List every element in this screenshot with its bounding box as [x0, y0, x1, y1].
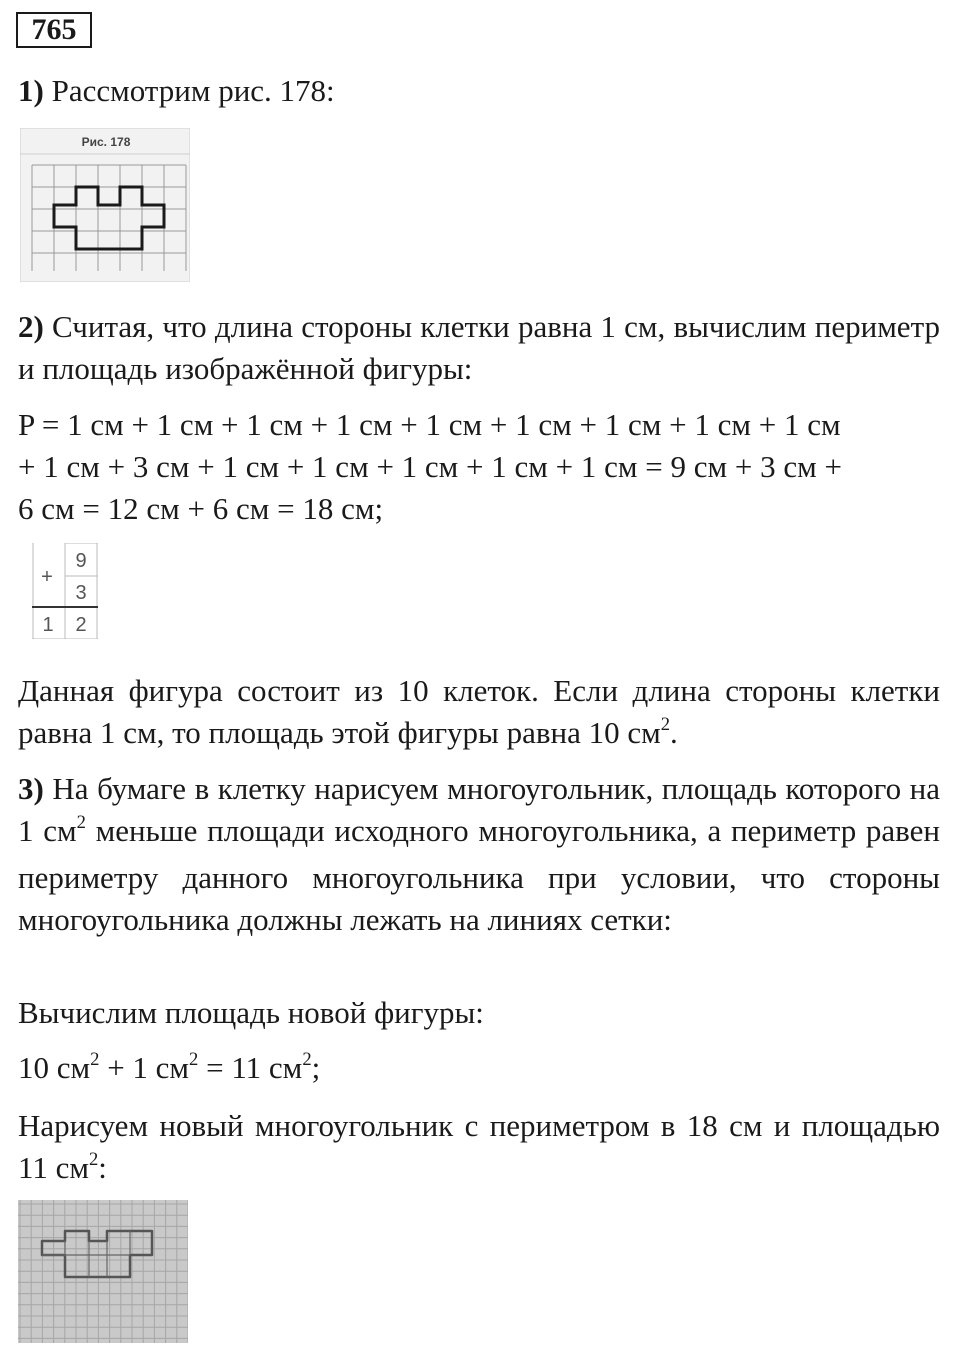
perimeter-line-2: + 1 см + 3 см + 1 см + 1 см + 1 см + 1 см + 1 см = 9 см + 3 см + — [18, 449, 842, 484]
final-paragraph — [18, 1105, 940, 1194]
area-sup: 2 — [660, 713, 671, 735]
step-3 — [18, 768, 940, 941]
calc-heading: Вычислим площадь новой фигуры: — [18, 995, 484, 1030]
sum-ones: 2 — [75, 614, 87, 636]
final-end: : — [98, 1150, 107, 1185]
perimeter-line-3: 6 см = 12 см + 6 см = 18 см; — [18, 491, 384, 526]
final-sup: 2 — [88, 1148, 99, 1170]
step-1-text: Рассмотрим рис. 178: — [43, 73, 335, 108]
step-1-label: 1) — [18, 73, 44, 108]
hand-drawn-polygon — [18, 1200, 188, 1343]
calc-plus: + 1 см — [99, 1050, 190, 1085]
plus-sign: + — [41, 566, 53, 588]
addend-2: 3 — [75, 582, 87, 604]
calc-a: 10 см — [18, 1050, 91, 1085]
column-addition — [32, 543, 98, 639]
addend-1: 9 — [75, 550, 87, 572]
final-text: Нарисуем новый многоугольник с периметром в 18 см и площадью 11 см — [18, 1108, 940, 1185]
step-2-label: 2) — [18, 309, 44, 344]
calc-line — [18, 1047, 940, 1094]
calc-eq: = 11 см — [198, 1050, 303, 1085]
step-3-label: 3) — [18, 771, 44, 806]
perimeter-line-1: P = 1 см + 1 см + 1 см + 1 см + 1 см + 1 см + 1 см + 1 см + 1 см — [18, 407, 841, 442]
calc-sup-1: 2 — [90, 1048, 100, 1070]
figure-178-caption: Рис. 178 — [81, 135, 131, 149]
step-3-text-b: меньше площади исходного многоугольника, а периметр равен периметру данного многоугольника при условии, что стороны многоугольника должны лежать на линиях сетки: — [18, 813, 940, 937]
step-3-sup: 2 — [76, 811, 86, 833]
sum-tens: 1 — [42, 614, 54, 636]
area-end: . — [670, 715, 678, 750]
area-text: Данная фигура состоит из 10 клеток. Если длина стороны клетки равна 1 см, то площадь этой фигуры равна 10 см — [18, 673, 940, 750]
step-2 — [18, 306, 940, 390]
task-number: 765 — [16, 12, 92, 48]
area-paragraph — [18, 670, 940, 759]
figure-178 — [20, 128, 190, 282]
step-2-text: Считая, что длина стороны клетки равна 1 см, вычислим периметр и площадь изображённой фигуры: — [18, 309, 940, 386]
step-1 — [18, 70, 940, 112]
calc-end: ; — [311, 1050, 321, 1085]
calc-sup-2: 2 — [189, 1048, 199, 1070]
step-3-text-a: На бумаге в клетку нарисуем многоугольник, площадь которого на 1 см — [18, 771, 940, 848]
calc-sup-3: 2 — [302, 1048, 312, 1070]
